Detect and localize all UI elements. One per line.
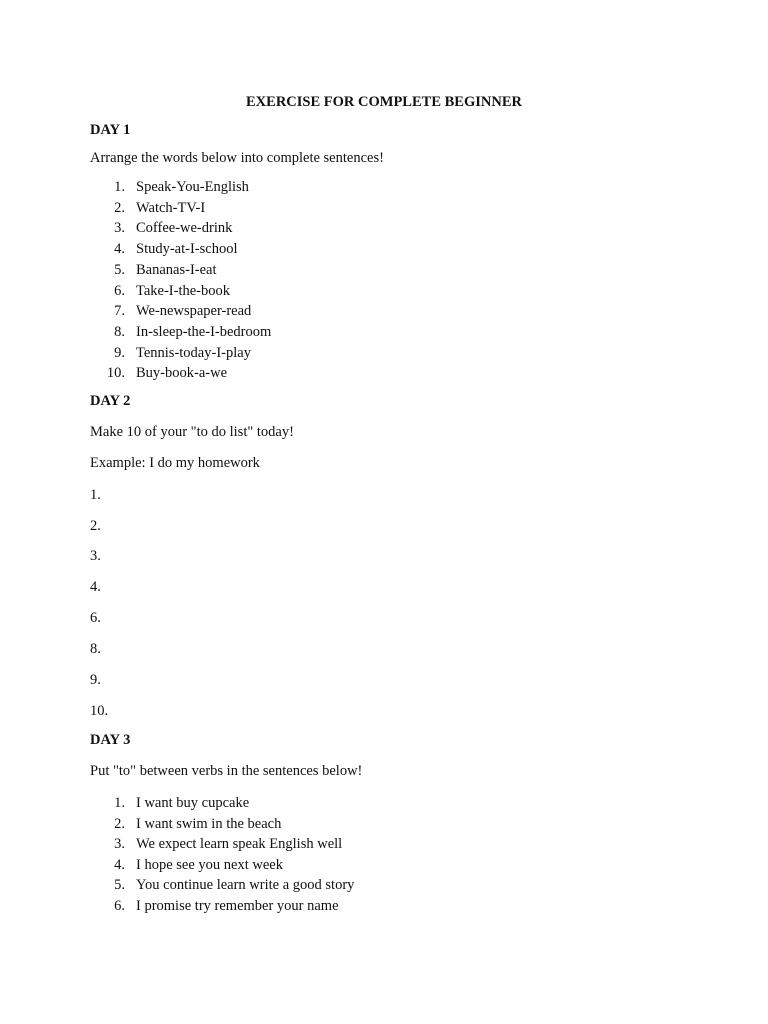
list-item-text: In-sleep-the-I-bedroom <box>136 323 272 340</box>
answer-line: 10. <box>90 703 109 719</box>
list-item-number: 2. <box>114 199 125 216</box>
day1-instruction: Arrange the words below into complete sentences! <box>90 150 384 166</box>
list-item-number: 3. <box>114 220 125 237</box>
list-item-number: 7. <box>114 303 125 320</box>
list-item-text: We-newspaper-read <box>136 303 252 320</box>
list-item-number: 2. <box>114 815 125 832</box>
list-item-text: I want swim in the beach <box>136 815 282 832</box>
list-item-text: Study-at-I-school <box>136 241 238 258</box>
day3-instruction: Put "to" between verbs in the sentences below! <box>90 763 363 779</box>
list-item-text: Coffee-we-drink <box>136 220 233 237</box>
answer-line: 1. <box>90 487 101 503</box>
page-title: EXERCISE FOR COMPLETE BEGINNER <box>246 94 522 110</box>
answer-line: 9. <box>90 672 101 688</box>
list-item-text: Speak-You-English <box>136 179 249 195</box>
day1-heading: DAY 1 <box>90 122 131 138</box>
list-item-text: Tennis-today-I-play <box>136 344 251 361</box>
answer-line: 6. <box>90 610 101 626</box>
answer-line: 4. <box>90 579 101 595</box>
list-item-number: 9. <box>114 344 125 361</box>
list-item-number: 1. <box>114 795 125 811</box>
list-item-number: 8. <box>114 323 125 340</box>
list-item-text: Watch-TV-I <box>136 199 206 216</box>
list-item-number: 1. <box>114 179 125 195</box>
day3-heading: DAY 3 <box>90 732 131 748</box>
list-item-text: We expect learn speak English well <box>136 836 343 853</box>
list-item-number: 4. <box>114 856 125 873</box>
list-item-number: 10. <box>106 365 125 382</box>
day2-heading: DAY 2 <box>90 393 131 409</box>
list-item-number: 4. <box>114 241 125 258</box>
list-item-number: 5. <box>114 877 125 894</box>
list-item-text: I want buy cupcake <box>136 795 250 811</box>
day2-instruction: Make 10 of your "to do list" today! <box>90 424 294 440</box>
list-item-text: I promise try remember your name <box>136 898 339 914</box>
answer-line: 8. <box>90 641 101 657</box>
list-item-text: Buy-book-a-we <box>136 365 228 382</box>
list-item-text: Bananas-I-eat <box>136 261 217 278</box>
list-item-number: 5. <box>114 261 125 278</box>
list-item-text: Take-I-the-book <box>136 282 230 299</box>
list-item-number: 6. <box>114 898 125 914</box>
list-item-text: You continue learn write a good story <box>136 877 355 894</box>
day2-example: Example: I do my homework <box>90 455 260 471</box>
list-item-number: 3. <box>114 836 125 853</box>
answer-line: 3. <box>90 548 101 564</box>
list-item-text: I hope see you next week <box>136 856 283 873</box>
list-item-number: 6. <box>114 282 125 299</box>
answer-line: 2. <box>90 518 101 534</box>
